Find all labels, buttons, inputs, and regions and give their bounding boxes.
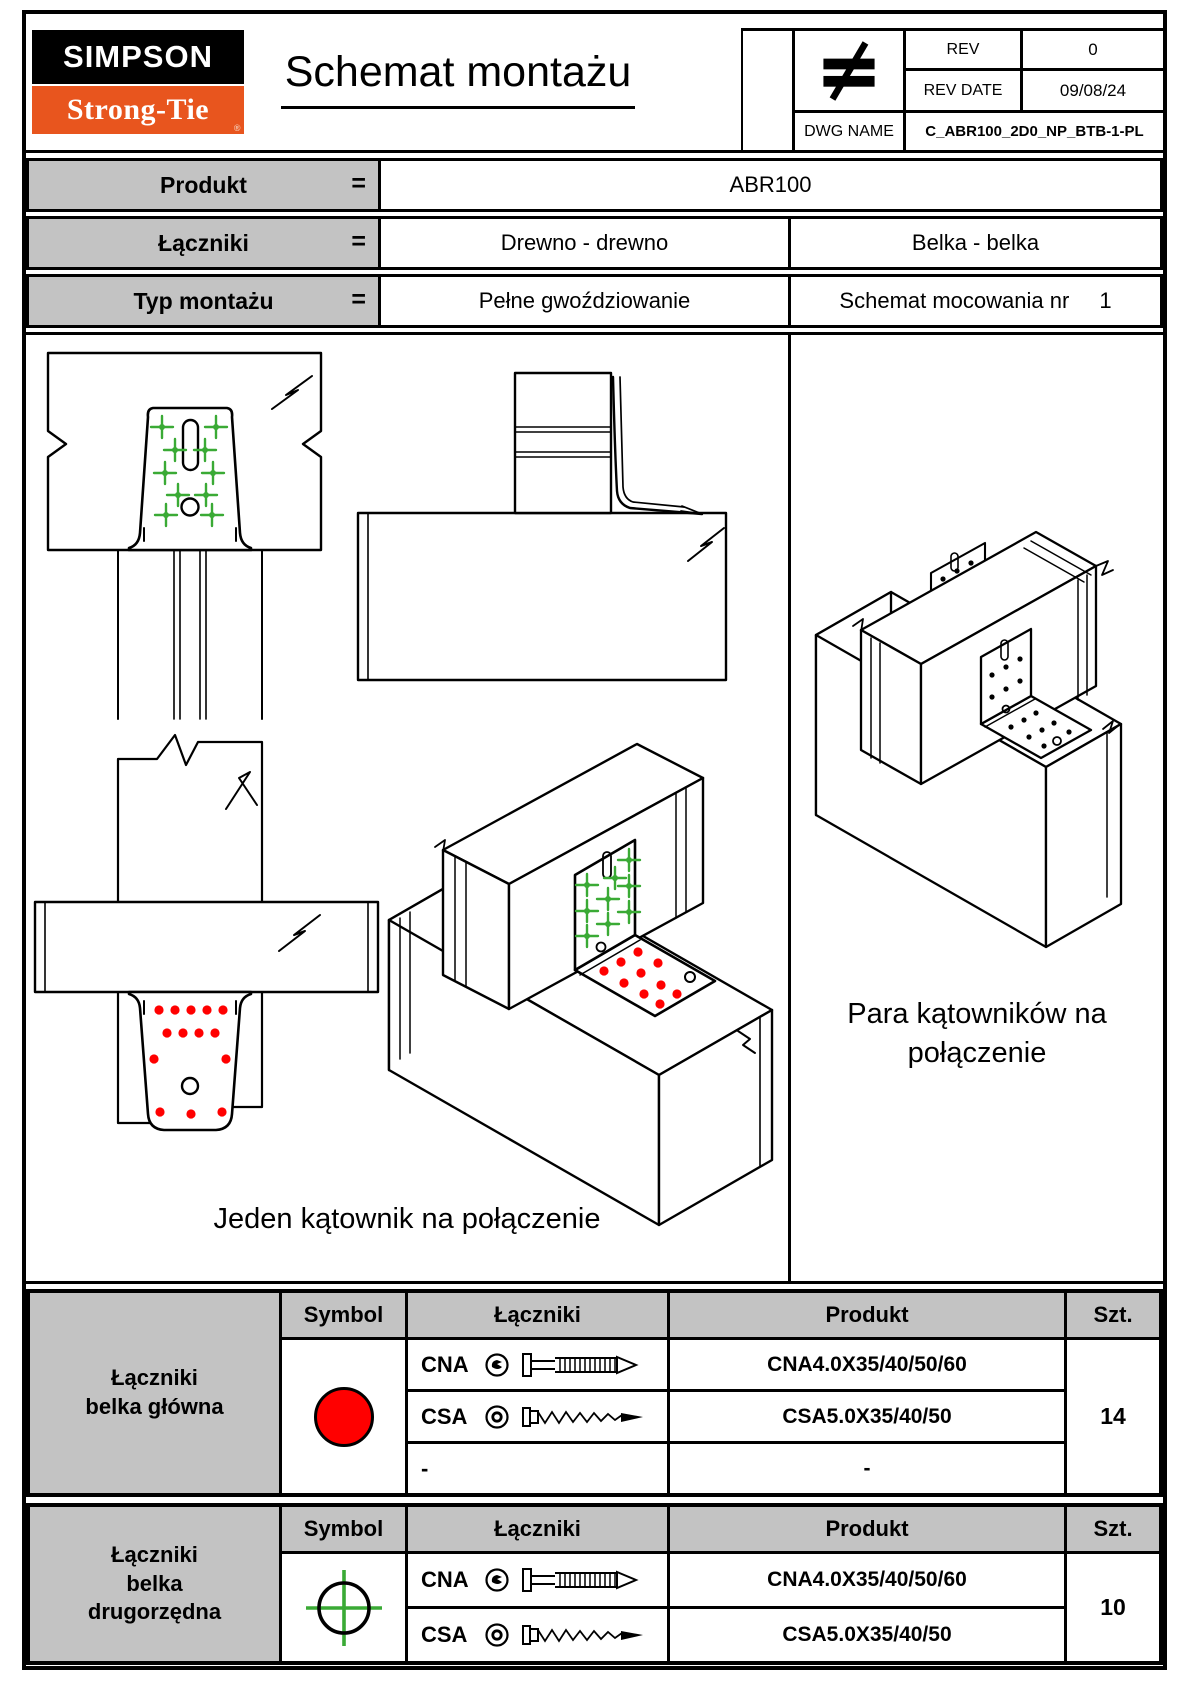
product-cna: CNA4.0X35/40/50/60: [667, 1551, 1064, 1606]
laczniki-label: Łączniki: [158, 229, 249, 256]
rev-date-value: 09/08/24: [1020, 71, 1163, 113]
red-circle-symbol: [314, 1387, 374, 1447]
fastener-table-main-beam: [26, 1289, 1163, 1497]
fastener-code: CSA: [421, 1622, 468, 1647]
group-line1: Łączniki: [111, 1365, 198, 1391]
registered-mark: ®: [233, 123, 241, 133]
typ-montazu-label-cell: [29, 277, 381, 325]
caption-single-bracket: Jeden kątownik na połączenie: [213, 1203, 601, 1235]
page-title-wrap: [258, 48, 658, 109]
produkt-label-cell: [29, 161, 381, 209]
view-isometric-single-bracket: [389, 744, 772, 1225]
typ-montazu-label: Typ montażu: [133, 287, 274, 314]
col-header-product: Produkt: [667, 1507, 1064, 1551]
screw-icon: [521, 1622, 647, 1648]
screw-icon: [521, 1404, 647, 1430]
qty-secondary-beam: 10: [1064, 1551, 1159, 1661]
info-row-produkt: [26, 158, 1163, 212]
rev-value: 0: [1020, 31, 1163, 71]
col-header-symbol: Symbol: [279, 1293, 405, 1337]
group-line2: belka: [126, 1570, 183, 1596]
fastener-code: CSA: [421, 1403, 468, 1429]
not-equal-icon-svg: [816, 38, 882, 104]
fastener-row-cna: [405, 1337, 667, 1389]
laczniki-label-cell: [29, 219, 381, 267]
dwg-name-value: C_ABR100_2D0_NP_BTB-1-PL: [903, 113, 1163, 150]
group-label-secondary-beam: [30, 1507, 279, 1661]
view-front-secondary-beam: [48, 353, 321, 719]
product-cna: CNA4.0X35/40/50/60: [667, 1337, 1064, 1389]
csa-badge-icon: [484, 1622, 510, 1648]
caption-pair-brackets: [791, 995, 1163, 1073]
cna-badge-icon: [484, 1567, 510, 1593]
fastener-code: CNA: [421, 1567, 469, 1592]
dwg-name-label: DWG NAME: [792, 113, 903, 150]
schemat-mocowania-text: Schemat mocowania nr: [839, 288, 1070, 313]
simpson-strongtie-logo: [32, 30, 244, 134]
col-header-fasteners: Łączniki: [405, 1507, 667, 1551]
col-header-qty: Szt.: [1064, 1293, 1159, 1337]
col-header-fasteners: Łączniki: [405, 1293, 667, 1337]
equals-sign: =: [351, 227, 366, 256]
group-line1: Łączniki: [111, 1542, 198, 1568]
cna-badge-icon: [484, 1352, 510, 1378]
logo-simpson: SIMPSON: [32, 30, 244, 84]
fastener-code: -: [421, 1455, 429, 1481]
drawing-pane-single: [26, 335, 791, 1281]
page-title: Schemat montażu: [281, 48, 636, 109]
rev-date-label: REV DATE: [903, 71, 1020, 113]
fastener-row-dash: [405, 1441, 667, 1493]
laczniki-value-2: Belka - belka: [788, 219, 1160, 267]
green-crosshair-symbol: [301, 1565, 387, 1651]
info-row-laczniki: [26, 216, 1163, 270]
equals-sign: =: [351, 285, 366, 314]
product-dash: -: [667, 1441, 1064, 1493]
col-header-product: Produkt: [667, 1293, 1064, 1337]
fastener-row-csa: [405, 1389, 667, 1441]
fastener-row-csa: [405, 1606, 667, 1661]
revision-spacer-cell: [743, 31, 792, 150]
title-block: [26, 14, 1163, 153]
drawing-pane-pair: [791, 335, 1163, 1281]
fastener-table-secondary-beam: [26, 1503, 1163, 1665]
nail-icon: [521, 1567, 639, 1593]
csa-badge-icon: [484, 1404, 510, 1430]
single-bracket-drawing: [26, 335, 788, 1275]
not-equal-icon: [792, 31, 903, 113]
schemat-mocowania-number: 1: [1099, 288, 1112, 313]
fastener-code: CNA: [421, 1351, 469, 1377]
logo-strongtie: [32, 86, 244, 134]
symbol-secondary-beam-cell: [279, 1551, 405, 1661]
typ-montazu-value-2: [788, 277, 1160, 325]
drawing-area: [26, 332, 1163, 1284]
product-csa: CSA5.0X35/40/50: [667, 1606, 1064, 1661]
group-label-main-beam: [30, 1293, 279, 1493]
nail-icon: [521, 1352, 639, 1378]
caption-pair-line1: Para kątowników na: [847, 998, 1107, 1030]
logo-strongtie-text: Strong-Tie: [66, 93, 210, 126]
view-cross-main-beam: [35, 735, 378, 1130]
angle-bracket-profile: [613, 377, 702, 514]
col-header-qty: Szt.: [1064, 1507, 1159, 1551]
caption-pair-line2: połączenie: [907, 1037, 1047, 1070]
symbol-main-beam-cell: [279, 1337, 405, 1493]
view-side-joint: [358, 373, 726, 680]
fastener-row-cna: [405, 1551, 667, 1606]
product-csa: CSA5.0X35/40/50: [667, 1389, 1064, 1441]
drawing-sheet: [22, 10, 1167, 1670]
info-row-typ-montazu: [26, 274, 1163, 328]
typ-montazu-value-1: Pełne gwoździowanie: [478, 288, 691, 313]
equals-sign: =: [351, 169, 366, 198]
produkt-label: Produkt: [160, 171, 247, 198]
group-line2: belka główna: [85, 1394, 224, 1419]
col-header-symbol: Symbol: [279, 1507, 405, 1551]
revision-block: [741, 28, 1163, 150]
produkt-value: ABR100: [729, 172, 812, 197]
laczniki-value-1: Drewno - drewno: [500, 230, 669, 255]
group-line3: drugorzędna: [87, 1599, 222, 1625]
rev-label: REV: [903, 31, 1020, 71]
pair-bracket-drawing: [791, 335, 1163, 1275]
qty-main-beam: 14: [1064, 1337, 1159, 1493]
